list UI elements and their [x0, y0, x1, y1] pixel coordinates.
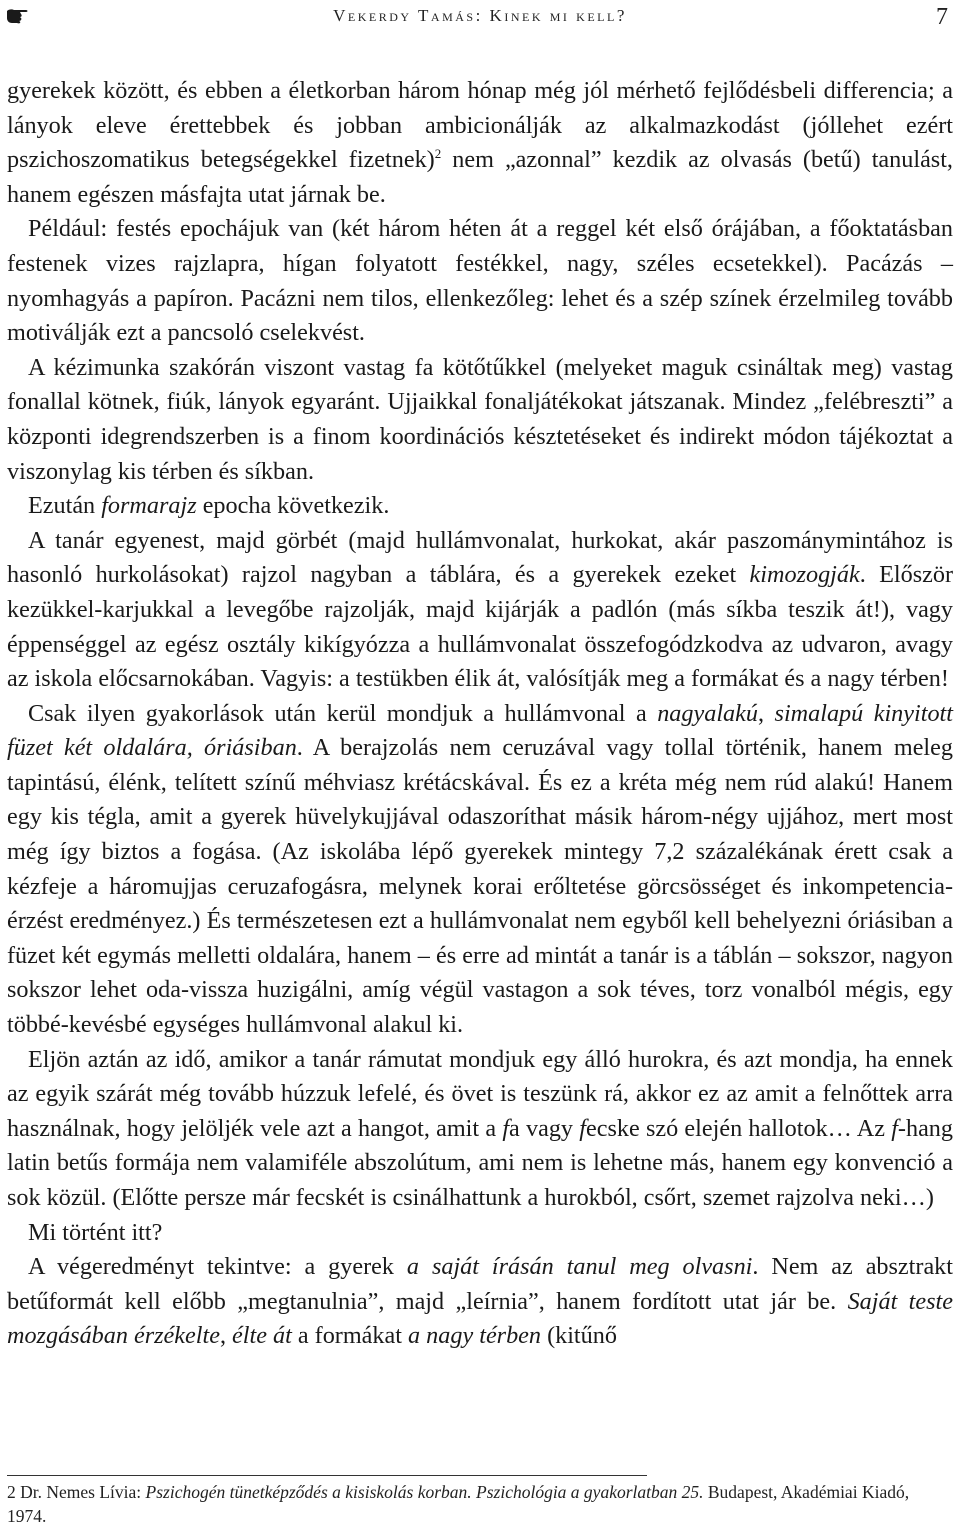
- body-text: [7, 74, 953, 1354]
- paragraph-7-f-2: f: [579, 1114, 586, 1142]
- footnote-reference[interactable]: 2: [434, 146, 442, 162]
- paragraph-7-text-c: ecske szó elején hallotok… Az: [586, 1114, 892, 1142]
- footnote-text-b: Budapest, Akadémiai Kiadó, 1974.: [7, 1482, 910, 1526]
- footnote-number: 2: [7, 1482, 16, 1502]
- paragraph-9-emphasis-2: Saját teste mozgásában érzékelte: [7, 1287, 953, 1350]
- paragraph-9-text-c: ,: [219, 1322, 233, 1350]
- paragraph-7-f-3: f: [891, 1114, 898, 1142]
- paragraph-3: A kézimunka szakórán viszont vastag fa kötőtűkkel (melyeket maguk csináltak meg) vastag fonallal kötnek, fiúk, lányok egyaránt. Ujjaikkal fonaljátékokat játszanak. Mindez „felébreszti” a központi idegrendszerben is a finom koordinációs késztetéseket és indirekt módon tájékoztat a viszonylag kis térben és síkban.: [7, 353, 953, 485]
- paragraph-1: [7, 74, 953, 212]
- footnote-title: Pszichogén tünetképződés a kisiskolás korban. Pszichológia a gyakorlatban 25.: [145, 1482, 704, 1502]
- paragraph-9-emphasis-4: a nagy térben: [408, 1322, 542, 1350]
- paragraph-6-emphasis-2: simalapú kinyitott füzet két oldalára, óriásiban: [7, 699, 953, 762]
- paragraph-5-emphasis: kimozogják: [749, 561, 860, 589]
- paragraph-9-text-b: . Nem az absztrakt betűformát kell előbb „megtanulnia”, majd „leírnia”, hanem fordított utat jár be.: [7, 1253, 953, 1315]
- paragraph-7-text-b: a vagy: [509, 1114, 580, 1142]
- paragraph-7: [7, 1043, 953, 1216]
- paragraph-8: Mi történt itt?: [28, 1218, 163, 1246]
- footnote-divider: [7, 1475, 647, 1476]
- paragraph-6-text-b: . A berajzolás nem ceruzával vagy tollal történik, hanem meleg tapintású, élénk, telített színű méhviasz krétácskával. És ez a kréta még nem rúd alakú! Hanem egy kis tégla, amit a gyerek hüvelykujjával odaszoríthat másik három-négy ujjához, mert most még így biztos a fogása. (Az iskolába lépő gyerekek mintegy 7,2 százalékának érett csak a kézfeje a háromujjas ceruzafogásra, melynek korai erőltetése görcsösséget és inkompetencia-érzést eredményez.) És természetesen ezt a hullámvonalat nem egyből kell behelyezni óriásiban a füzet két egymás melletti oldalára, hanem – és erre ad mintát a tanár is a táblán – sokszor, nagyon sokszor lehet oda-vissza huzigálni, amíg végül vastagon a sok téves, torz vonalból mégis, egy többé-kevésbé egységes hullámvonal alakul ki.: [7, 734, 953, 1039]
- paragraph-7-text-a: Eljön aztán az idő, amikor a tanár rámutat mondjuk egy álló hurokra, és azt mondja, ha ennek az egyik szárát még tovább húzzuk lefelé, és övet is teszünk rá, akkor ez az amit a felnőttek arra használnak, hogy jelöljék vele azt a hangot, amit a: [7, 1045, 953, 1142]
- paragraph-9-emphasis-1: a saját írásán tanul meg olvasni: [406, 1253, 753, 1281]
- paragraph-9-emphasis-3: élte át: [232, 1322, 292, 1350]
- paragraph-4: [7, 489, 953, 524]
- paragraph-6-emphasis-1: nagyalakú: [657, 699, 758, 727]
- paragraph-7-text-d: -hang latin betűs formája nem valamiféle abszolútum, ami nem is lehetne más, hanem egy konvenció a sok közül. (Előtte persze már fecskét is csinálhattunk a hurokból, csőrt, szemet rajzolva neki…): [7, 1114, 953, 1211]
- running-title: Vekerdy Tamás: Kinek mi kell?: [333, 6, 627, 25]
- paragraph-1-text-a: gyerekek között, és ebben a életkorban három hónap még jól mérhető fejlődésbeli differencia; a lányok eleve érettebbek és jobban ambicionálják az alkalmazkodást (jóllehet ezért pszichoszomatikus betegségekkel fizetnek): [7, 77, 953, 174]
- paragraph-9-text-e: (kitűnő: [541, 1322, 617, 1350]
- paragraph-6-separator: ,: [757, 699, 775, 727]
- running-header: [0, 4, 960, 34]
- paragraph-4-emphasis: formarajz: [101, 492, 197, 520]
- paragraph-9-text-a: A végeredményt tekintve: a gyerek: [28, 1253, 407, 1281]
- paragraph-5-text-b: . Először kezükkel-karjukkal a levegőbe rajzolják, majd kijárják a padlón (más síkba teszik át!), vagy éppenséggel az egész osztály kikígyózza a hullámvonalat összefogódzkodva az udvaron, avagy az iskola előcsarnokában. Vagyis: a testükben élik át, valósítják meg a formákat és a nagy térben!: [7, 561, 953, 693]
- paragraph-2: Például: festés epochájuk van (két három héten át a reggel két első órájában, a főoktatásban festenek vizes rajzlapra, hígan folyatott festékkel, nagy, széles ecsetekkel). Pacázás – nyomhagyás a papíron. Pacázni nem tilos, ellenkezőleg: lehet és a szép színek érzelmileg tovább motiválják ezt a pancsoló cselekvést.: [7, 215, 953, 347]
- footnote: [7, 1480, 947, 1528]
- paragraph-6-text-a: Csak ilyen gyakorlások után kerül mondjuk a hullámvonal a: [28, 699, 658, 727]
- paragraph-5-text-a: A tanár egyenest, majd görbét (majd hullámvonalat, hurkokat, akár paszománymintához is hasonló hurkolásokat) rajzol nagyban a táblára, és a gyerekek ezeket: [7, 526, 953, 589]
- footnote-text-a: Dr. Nemes Lívia:: [15, 1482, 146, 1502]
- paragraph-9-text-d: a formákat: [291, 1322, 409, 1350]
- paragraph-1-text-b: nem „azonnal” kezdik az olvasás (betű) tanulást, hanem egészen másfajta utat járnak be.: [7, 146, 953, 208]
- page-number: 7: [936, 4, 948, 30]
- paragraph-7-f-1: f: [502, 1114, 510, 1142]
- paragraph-4-text-a: Ezután: [28, 492, 102, 520]
- paragraph-5: [7, 524, 953, 697]
- paragraph-9: [7, 1250, 953, 1354]
- paragraph-4-text-b: epocha következik.: [196, 492, 390, 520]
- paragraph-6: [7, 697, 953, 1043]
